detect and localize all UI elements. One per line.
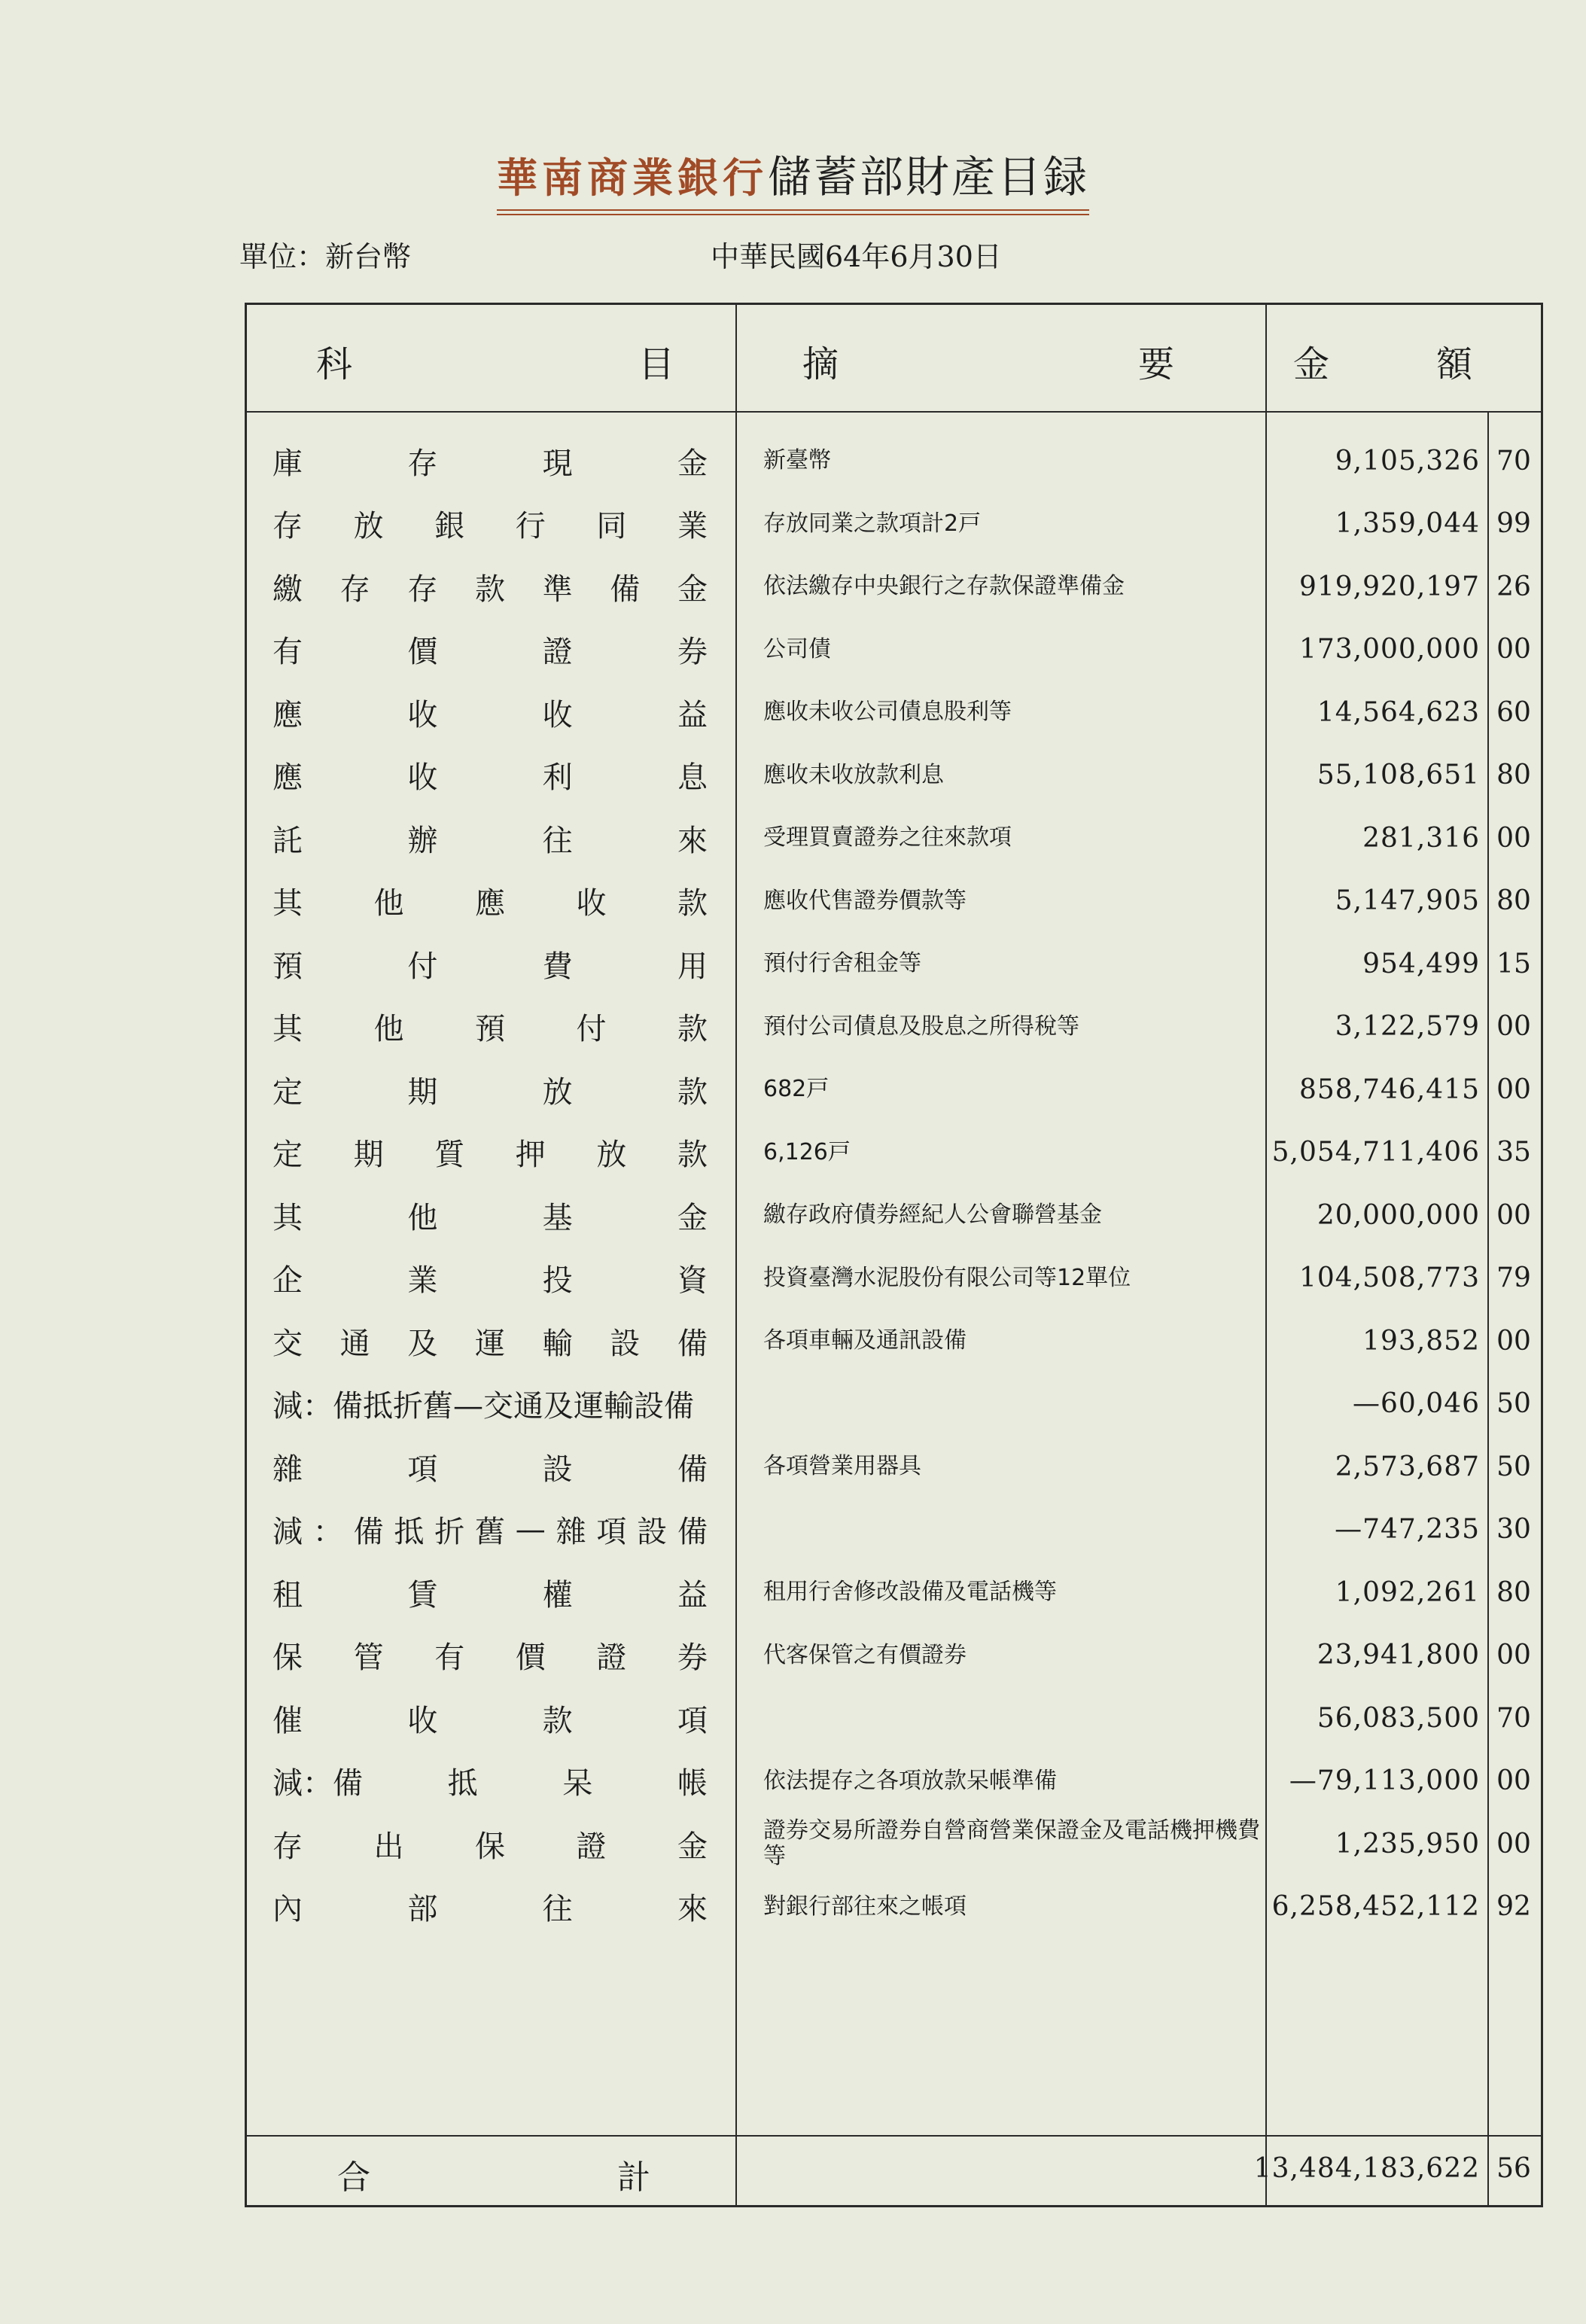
account-name-char: 價 [407, 635, 438, 669]
header-amount-2: 額 [1436, 343, 1473, 385]
table-row [0, 1750, 1586, 1813]
account-name-char: 交 [272, 1326, 303, 1361]
account-name [272, 1624, 708, 1687]
amount-value: 104,508,773 [1298, 1263, 1480, 1293]
table-row [0, 429, 1586, 492]
account-name-char: 定 [272, 1074, 303, 1110]
account-name-char: 其 [272, 1012, 303, 1046]
account-name-char: 證 [596, 1640, 627, 1675]
account-name-char: 放 [596, 1138, 627, 1172]
account-name-char: 往 [542, 1892, 573, 1927]
account-name-char: 來 [677, 1892, 708, 1927]
account-name [272, 870, 708, 933]
account-name [272, 995, 708, 1058]
account-name-char: 備 [677, 1451, 708, 1487]
summary-text [763, 1686, 1260, 1750]
summary-text: 受理買賣證券之往來款項 [763, 824, 1012, 851]
account-name-char: 及 [407, 1326, 438, 1361]
statement-name: 儲蓄部財產目録 [767, 151, 1089, 203]
account-name [272, 932, 708, 995]
table-row [0, 932, 1586, 995]
total-label-1: 合 [337, 2158, 370, 2197]
account-name [272, 1812, 708, 1875]
amount-value: 1,235,950 [1335, 1828, 1480, 1860]
header-amount-1: 金 [1293, 343, 1330, 385]
account-name-char: 帳 [677, 1766, 708, 1801]
account-name-char: 企 [272, 1263, 303, 1298]
table-row [0, 1498, 1586, 1561]
summary-text: 投資臺灣水泥股份有限公司等12單位 [763, 1264, 1131, 1291]
amount-value: 5,147,905 [1335, 885, 1480, 916]
table-row [0, 1309, 1586, 1372]
account-name-char: 銀 [434, 509, 465, 544]
account-name-char: 呆 [562, 1766, 593, 1801]
account-name [272, 1183, 708, 1247]
title-underline [497, 209, 1089, 211]
account-name-char: 往 [542, 823, 573, 858]
account-name [272, 744, 708, 807]
amount-value: 56,083,500 [1317, 1702, 1480, 1734]
account-name [272, 1561, 708, 1624]
summary-text: 證券交易所證券自營商營業保證金及電話機押機費等 [763, 1817, 1260, 1869]
account-name-char: 項 [596, 1515, 627, 1549]
account-name-char: 業 [677, 509, 708, 544]
account-name-char: 價 [515, 1640, 546, 1675]
account-name-char: 期 [407, 1074, 438, 1110]
amount-value: 193,852 [1362, 1325, 1480, 1357]
account-name-char: 賃 [407, 1577, 438, 1613]
account-name-char: 期 [353, 1138, 384, 1172]
account-name-char: 款 [677, 1074, 708, 1110]
account-name-char: 管 [353, 1640, 384, 1675]
account-name-char: 金 [677, 571, 708, 607]
account-name-char: 舊 [474, 1515, 505, 1549]
table-row [0, 681, 1586, 744]
account-name-char: 質 [434, 1138, 465, 1172]
account-name-char: 項 [407, 1451, 438, 1487]
header-summary-1: 摘 [802, 343, 839, 385]
table-row [0, 1435, 1586, 1498]
account-name-char: 預 [475, 1012, 505, 1046]
amount-cents: 92 [1496, 1891, 1531, 1922]
account-name-char: 庫 [272, 446, 303, 481]
account-name-char: 權 [542, 1577, 573, 1613]
account-name-char: 款 [677, 886, 708, 921]
currency-unit: 單位：新台幣 [239, 240, 412, 273]
table-row [0, 1121, 1586, 1184]
account-name [272, 1750, 708, 1813]
table-row [0, 1561, 1586, 1624]
account-name-char: 存 [407, 446, 438, 481]
account-name-char: ： [312, 1515, 343, 1549]
account-name [272, 1435, 708, 1498]
amount-value: 281,316 [1362, 822, 1480, 854]
table-row [0, 1372, 1586, 1436]
summary-text: 對銀行部往來之帳項 [763, 1893, 967, 1920]
account-name-char: 息 [677, 760, 708, 795]
table-row [0, 1624, 1586, 1687]
account-name-char: 輸 [542, 1326, 573, 1361]
account-name-char: 券 [677, 1640, 708, 1675]
account-name-char: 證 [542, 635, 573, 669]
account-name-char: 現 [542, 446, 573, 481]
account-name [272, 1247, 708, 1310]
account-name-char: 存 [339, 571, 370, 607]
account-name-char: 券 [677, 635, 708, 669]
account-name [272, 806, 708, 870]
amount-cents: 80 [1496, 760, 1531, 790]
account-name-char: 預 [272, 949, 303, 984]
account-name-char: 辦 [407, 823, 438, 858]
account-name-char: 雜 [556, 1515, 586, 1549]
account-name-char: 證 [576, 1829, 607, 1864]
amount-cents: 00 [1496, 1765, 1531, 1796]
account-name [272, 1121, 708, 1184]
header-divider [245, 411, 1543, 413]
account-name-char: 減：備抵折舊—交通及運輸設備 [272, 1389, 694, 1424]
summary-text: 各項車輛及通訊設備 [763, 1327, 967, 1354]
amount-cents: 70 [1496, 1702, 1531, 1734]
amount-cents: 00 [1496, 1074, 1531, 1105]
amount-value: 1,359,044 [1335, 508, 1480, 539]
table-row [0, 870, 1586, 933]
summary-text: 新臺幣 [763, 447, 831, 474]
account-name-char: 基 [542, 1200, 573, 1235]
bank-name: 華南商業銀行 [496, 154, 768, 202]
account-name [272, 1686, 708, 1750]
amount-value: 2,573,687 [1335, 1451, 1480, 1482]
account-name-char: 利 [542, 760, 573, 795]
table-row [0, 618, 1586, 681]
account-name-char: 內 [272, 1892, 303, 1927]
amount-value: 173,000,000 [1298, 634, 1480, 665]
account-name-char: 備 [610, 571, 641, 607]
amount-cents: 50 [1496, 1388, 1531, 1419]
title-underline [497, 214, 1089, 215]
account-name [272, 429, 708, 492]
amount-value: 919,920,197 [1298, 571, 1480, 602]
amount-value: —747,235 [1335, 1514, 1480, 1545]
account-name-char: 金 [677, 1829, 708, 1864]
account-name-char: 抵 [447, 1766, 478, 1801]
account-name [272, 1372, 708, 1436]
account-name-char: 其 [272, 1200, 303, 1235]
account-name-char: 定 [272, 1138, 303, 1172]
account-name-char: 保 [272, 1640, 303, 1675]
account-name-char: 通 [339, 1326, 370, 1361]
amount-value: 954,499 [1362, 948, 1480, 979]
account-name-char: 押 [515, 1138, 546, 1172]
document-title [0, 142, 1586, 215]
account-name-char: 催 [272, 1703, 303, 1738]
account-name-char: 準 [542, 571, 573, 607]
account-name [272, 1058, 708, 1121]
account-name-char: 應 [272, 697, 303, 733]
summary-text: 租用行舍修改設備及電話機等 [763, 1579, 1057, 1605]
account-name-char: 款 [677, 1138, 708, 1172]
account-name-char: 收 [576, 886, 607, 921]
amount-value: 6,258,452,112 [1271, 1891, 1480, 1922]
summary-text: 682戸 [763, 1076, 830, 1102]
account-name-char: 繳 [272, 571, 303, 607]
header-summary-2: 要 [1138, 343, 1175, 385]
amount-cents: 00 [1496, 1325, 1531, 1357]
account-name-char: 益 [677, 697, 708, 733]
amount-cents: 70 [1496, 445, 1531, 477]
account-name-char: 備 [677, 1515, 708, 1549]
amount-cents: 00 [1496, 1011, 1531, 1042]
account-name-char: 保 [475, 1829, 505, 1864]
account-name-char: 收 [542, 697, 573, 733]
table-row [0, 1686, 1586, 1750]
account-name-char: 折 [434, 1515, 465, 1549]
summary-text [763, 1372, 1260, 1436]
account-name [272, 618, 708, 681]
account-name-char: 設 [637, 1515, 668, 1549]
account-name-char: 託 [272, 823, 303, 858]
account-name-char: 他 [373, 886, 404, 921]
account-name [272, 1875, 708, 1939]
account-name-char: 備 [353, 1515, 384, 1549]
summary-text: 應收未收公司債息股利等 [763, 699, 1012, 725]
summary-text: 各項營業用器具 [763, 1453, 921, 1479]
table-row [0, 1812, 1586, 1875]
account-name-char: 租 [272, 1577, 303, 1613]
summary-text: 公司債 [763, 635, 831, 662]
summary-text: 6,126戸 [763, 1138, 851, 1165]
amount-cents: 00 [1496, 822, 1531, 854]
account-name-char: — [515, 1512, 546, 1547]
total-label-2: 計 [617, 2158, 650, 2197]
amount-cents: 00 [1496, 1199, 1531, 1231]
account-name-char: 收 [407, 697, 438, 733]
account-name-char: 款 [474, 571, 505, 607]
account-name-char: 放 [542, 1074, 573, 1110]
table-row [0, 1058, 1586, 1121]
header-account-1: 科 [316, 343, 353, 385]
amount-value: 3,122,579 [1335, 1011, 1480, 1042]
account-name-char: 付 [576, 1012, 607, 1046]
account-name-char: 設 [610, 1326, 641, 1361]
amount-cents: 00 [1496, 1640, 1531, 1671]
account-name-char: 款 [542, 1703, 573, 1738]
table-row [0, 1875, 1586, 1939]
account-name-char: 雜 [272, 1451, 303, 1487]
account-name-char: 放 [353, 509, 384, 544]
amount-cents: 35 [1496, 1137, 1531, 1168]
account-name-char: 益 [677, 1577, 708, 1613]
summary-text: 依法繳存中央銀行之存款保證準備金 [763, 573, 1125, 599]
table-row [0, 995, 1586, 1058]
amount-cents: 79 [1496, 1263, 1531, 1293]
total-row [0, 2137, 1586, 2200]
amount-value: 858,746,415 [1298, 1074, 1480, 1105]
amount-cents: 00 [1496, 1828, 1531, 1860]
table-row [0, 492, 1586, 556]
account-name-char: 有 [434, 1640, 465, 1675]
account-name-char: 同 [596, 509, 627, 544]
account-name-char: 用 [677, 949, 708, 984]
amount-cents: 50 [1496, 1451, 1531, 1482]
table-row [0, 806, 1586, 870]
account-name [272, 555, 708, 618]
account-name-char: 設 [542, 1451, 573, 1487]
account-name-char: 他 [373, 1012, 404, 1046]
amount-cents: 15 [1496, 948, 1531, 979]
amount-value: 23,941,800 [1317, 1640, 1480, 1671]
summary-text: 存放同業之款項計2戸 [763, 510, 982, 537]
header-account-2: 目 [638, 343, 675, 385]
account-name-char: 款 [677, 1012, 708, 1046]
amount-cents: 80 [1496, 1576, 1531, 1608]
amount-value: 1,092,261 [1335, 1576, 1480, 1608]
account-name-char: 抵 [394, 1515, 425, 1549]
account-name-char: 存 [407, 571, 438, 607]
account-name-char: 費 [542, 949, 573, 984]
table-row [0, 744, 1586, 807]
summary-text: 應收未收放款利息 [763, 761, 944, 788]
amount-value: —79,113,000 [1289, 1765, 1480, 1796]
account-name-char: 項 [677, 1703, 708, 1738]
amount-cents: 00 [1496, 634, 1531, 665]
account-name-char: 應 [475, 886, 505, 921]
summary-text [763, 1498, 1260, 1561]
account-name-char: 金 [677, 446, 708, 481]
account-name [272, 681, 708, 744]
account-name-char: 其 [272, 886, 303, 921]
account-name-char: 減 [272, 1515, 303, 1549]
account-name-char: 投 [542, 1263, 573, 1298]
amount-value: 5,054,711,406 [1271, 1137, 1480, 1168]
account-name-char: 存 [272, 509, 303, 544]
account-name-char: 存 [272, 1829, 303, 1864]
summary-text: 代客保管之有價證券 [763, 1641, 967, 1668]
summary-text: 依法提存之各項放款呆帳準備 [763, 1767, 1057, 1794]
account-name-char: 運 [474, 1326, 505, 1361]
account-name-char: 應 [272, 760, 303, 795]
amount-cents: 26 [1496, 571, 1531, 602]
account-name-char: 來 [677, 823, 708, 858]
summary-text: 預付行舍租金等 [763, 950, 921, 976]
table-row [0, 555, 1586, 618]
account-name-char: 資 [677, 1263, 708, 1298]
amount-value: 55,108,651 [1317, 760, 1480, 790]
summary-text: 應收代售證券價款等 [763, 887, 967, 914]
summary-text: 預付公司債息及股息之所得稅等 [763, 1013, 1079, 1040]
account-name [272, 1309, 708, 1372]
amount-cents: 99 [1496, 508, 1531, 539]
account-name-char: 收 [407, 1703, 438, 1738]
amount-value: 14,564,623 [1317, 696, 1480, 728]
amount-cents: 30 [1496, 1514, 1531, 1545]
total-amount: 13,484,183,622 [1253, 2152, 1480, 2184]
table-row [0, 1183, 1586, 1247]
table-row [0, 1247, 1586, 1310]
amount-value: 20,000,000 [1317, 1199, 1480, 1231]
amount-value: —60,046 [1353, 1388, 1480, 1419]
account-name-char: 部 [407, 1892, 438, 1927]
amount-value: 9,105,326 [1335, 445, 1480, 477]
account-name-char: 有 [272, 635, 303, 669]
account-name-char: 行 [515, 509, 546, 544]
account-name-char: 付 [407, 949, 438, 984]
account-name-char: 收 [407, 760, 438, 795]
account-name-char: 業 [407, 1263, 438, 1298]
account-name-char: 他 [407, 1200, 438, 1235]
account-name-char: 減：備 [272, 1766, 363, 1801]
account-name [272, 492, 708, 556]
amount-cents: 80 [1496, 885, 1531, 916]
summary-text: 繳存政府債券經紀人公會聯營基金 [763, 1202, 1102, 1228]
account-name-char: 金 [677, 1200, 708, 1235]
total-cents: 56 [1496, 2152, 1531, 2184]
amount-cents: 60 [1496, 696, 1531, 728]
account-name-char: 備 [677, 1326, 708, 1361]
account-name-char: 出 [373, 1829, 404, 1864]
account-name [272, 1498, 708, 1561]
statement-date: 中華民國64年6月30日 [711, 240, 1002, 273]
